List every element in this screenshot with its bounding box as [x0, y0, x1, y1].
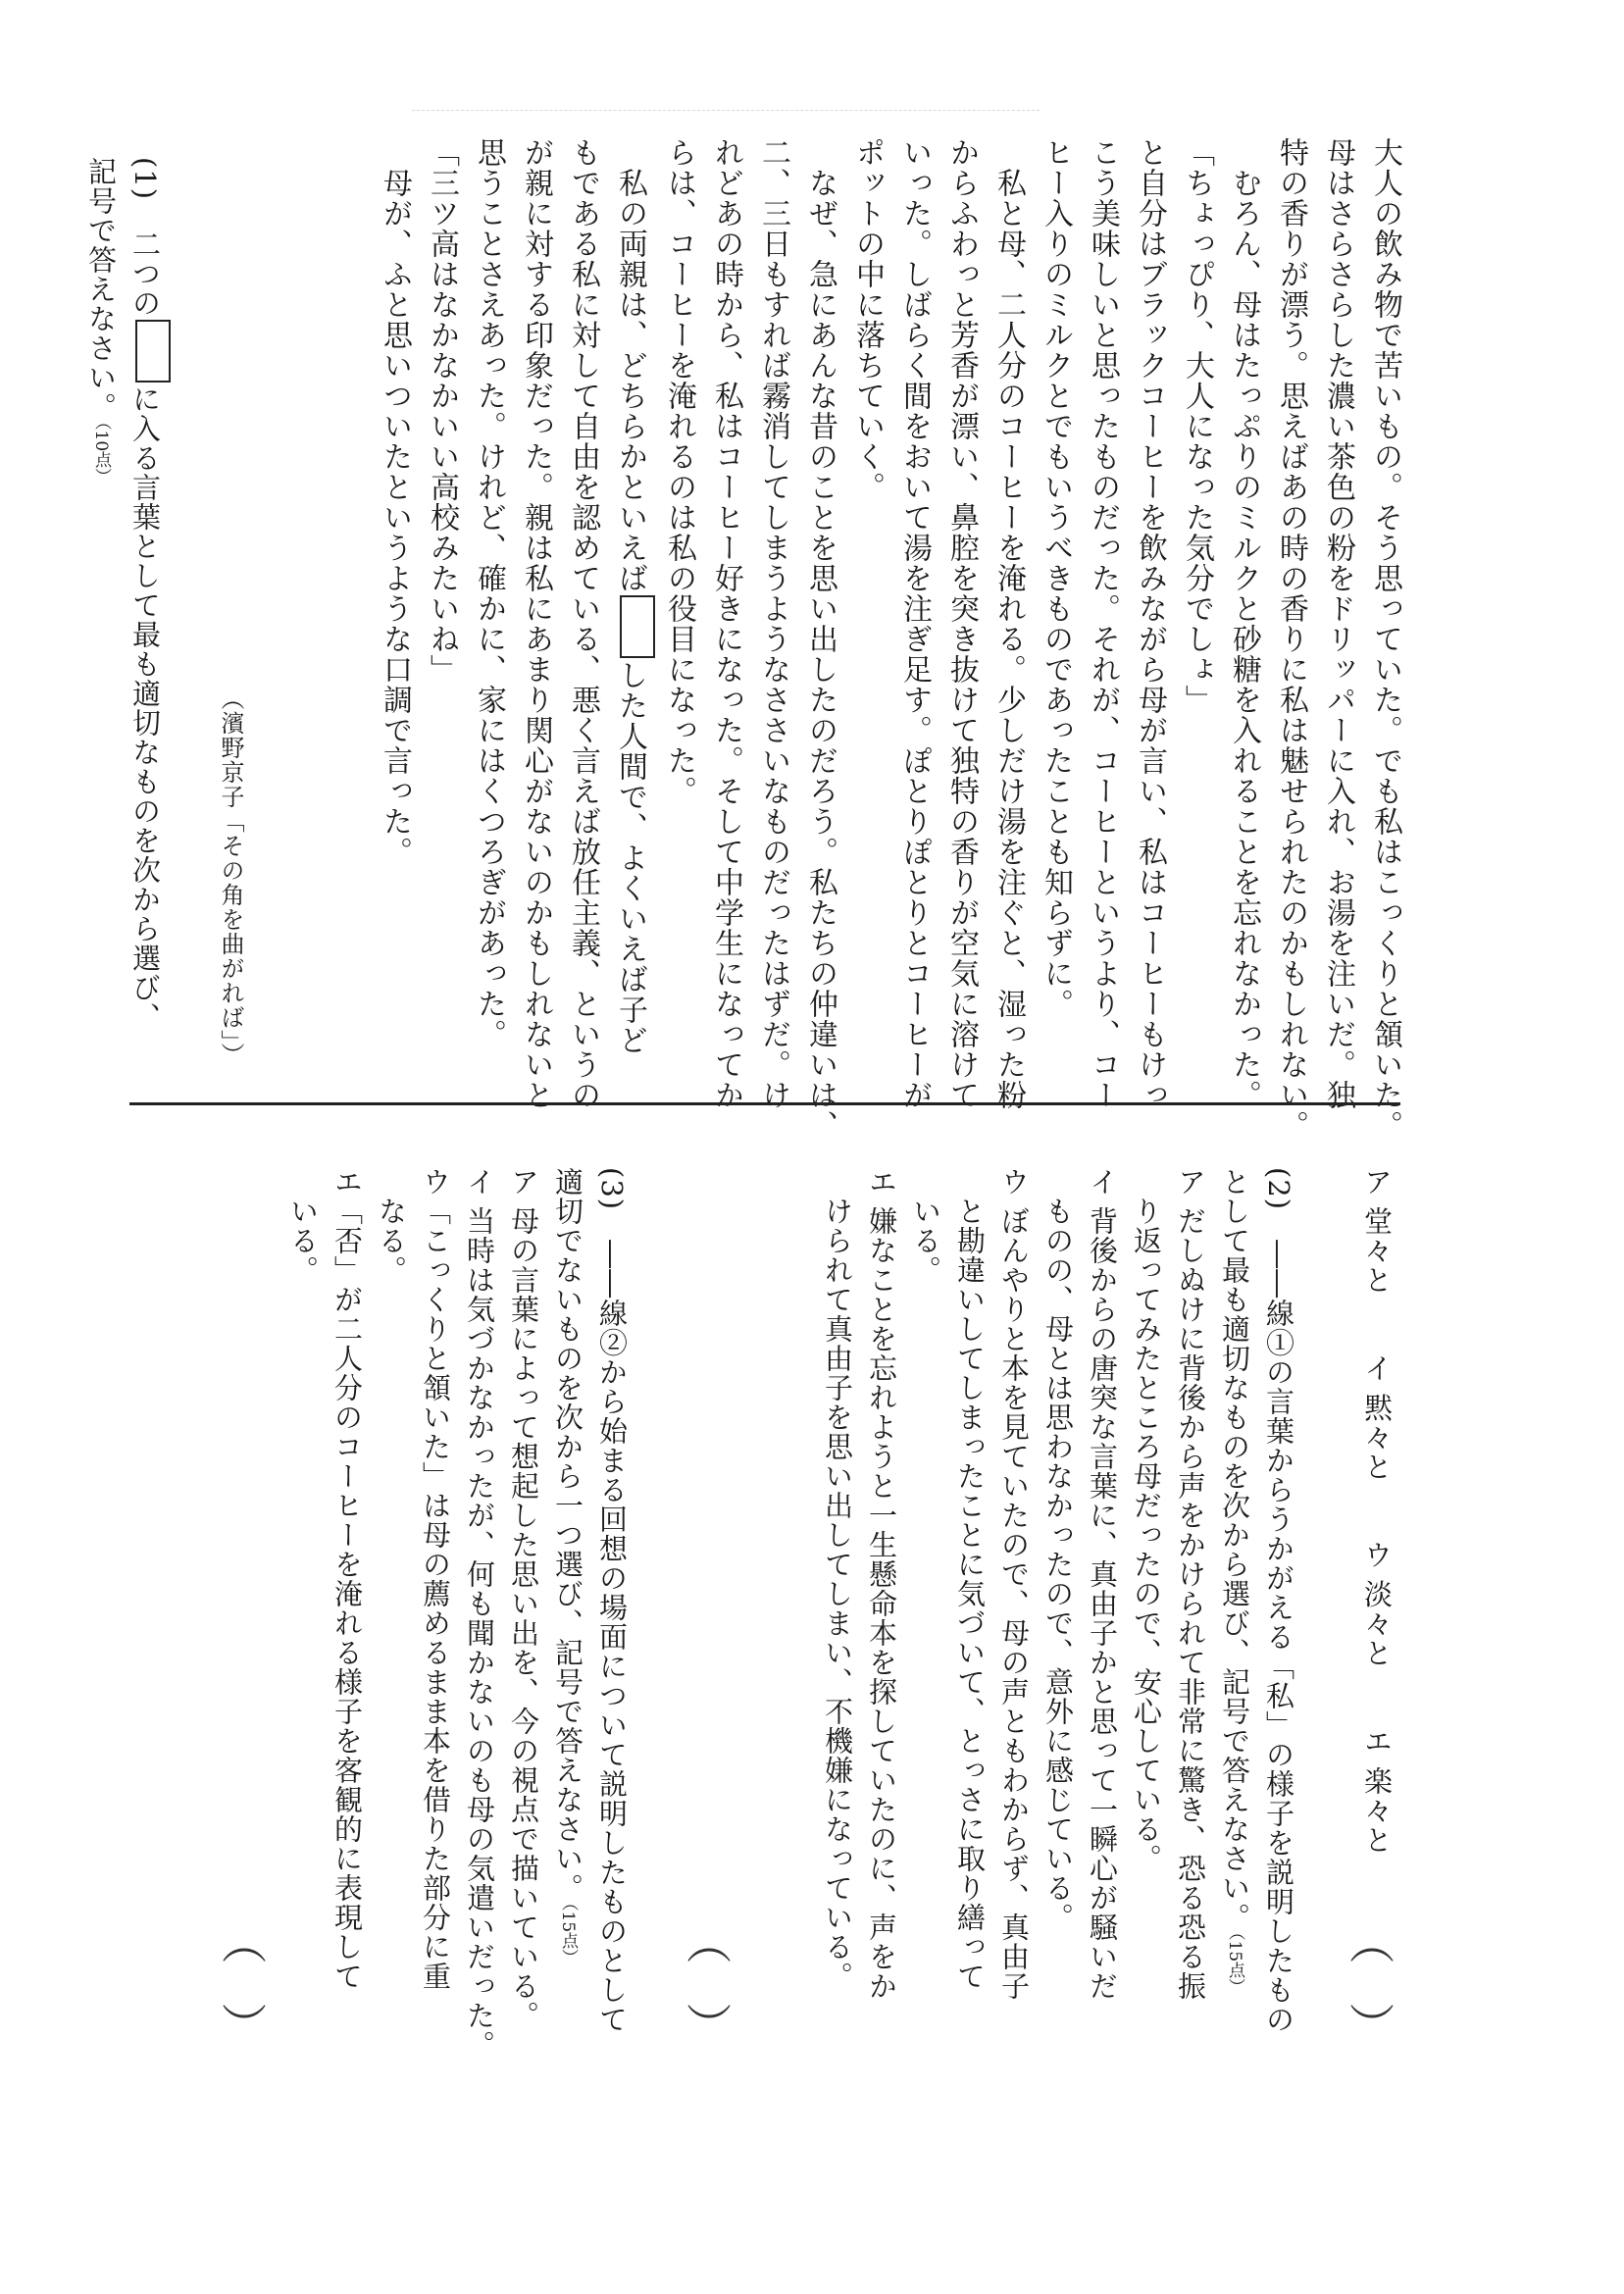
question-3-option[interactable]: エ「否」が二人分のコーヒーを淹れる様子を客観的に表現して	[330, 1167, 364, 1991]
question-1-points: （10点）	[91, 422, 111, 485]
passage-column: 「ちょっぴり、大人になった気分でしょ」	[1180, 137, 1214, 715]
question-3-option-cont: なる。	[375, 1167, 408, 1285]
question-2-option-cont: いる。	[909, 1167, 942, 1285]
question-3	[280, 1167, 634, 2128]
source-text: （濱野京子「その角を曲がれば」）	[217, 687, 244, 1067]
question-3-line-2	[545, 1167, 589, 2128]
question-1	[78, 157, 171, 1089]
question-2-line-2	[1212, 1167, 1256, 2128]
passage-column: もである私に対して自由を認めている、悪く言えば放任主義、というの	[566, 137, 600, 1110]
source-citation	[214, 687, 247, 1079]
question-2-number: (2)	[1262, 1167, 1295, 1211]
question-3-option[interactable]: イ 当時は気づかなかったが、何も聞かないのも母の気遣いだった。	[463, 1167, 496, 2061]
passage-column: いった。しばらく間をおいて湯を注ぎ足す。ぽとりぽとりとコーヒーが	[897, 137, 932, 1110]
question-1-number: (1)	[128, 157, 162, 201]
question-2-text: ――線①の言葉からうかがえる「私」の様子を説明したもの	[1262, 1240, 1295, 2035]
passage-column: らは、コーヒーを淹れるのは私の役目になった。	[662, 137, 696, 806]
question-2-points: （15点）	[1225, 1932, 1244, 1996]
question-2-option[interactable]: イ 背後からの唐突な言葉に、真由子かと思って一瞬心が騒いだ	[1086, 1167, 1119, 2002]
question-2-option-cont: り返ってみたところ母だったので、安心している。	[1130, 1167, 1163, 1873]
passage-column: こう美味しいと思ったものだった。それが、コーヒーというより、コー	[1086, 137, 1120, 1110]
question-3-option-cont: いる。	[286, 1167, 320, 1285]
passage-column: ヒー入りのミルクとでもいうべきものであったことも知らずに。	[1039, 137, 1073, 1019]
answer-paren-open[interactable]: ︵	[686, 1916, 732, 1969]
question-1-instruction: 記号で答えなさい。	[84, 157, 118, 422]
question-2-line	[1256, 1167, 1300, 2128]
question-3-option[interactable]: ア 母の言葉によって想起した思い出を、今の視点で描いている。	[507, 1167, 540, 2031]
question-1-blank-box	[135, 320, 171, 382]
question-1-text-before: 二つの	[128, 229, 162, 319]
passage-column: むろん、母はたっぷりのミルクと砂糖を入れることを忘れなかった。	[1227, 137, 1261, 1110]
question-1-choices	[1354, 1167, 1398, 1912]
passage-column: 二、三日もすれば霧消してしまうようなささいなものだったはずだ。け	[756, 137, 790, 1110]
passage-text	[371, 137, 1408, 1141]
question-2	[815, 1167, 1300, 2128]
question-3-number: (3)	[595, 1167, 629, 1211]
question-1-text-after: に入る言葉として最も適切なものを次から選び、	[128, 384, 162, 1033]
passage-column: 私と母、二人分のコーヒーを淹れる。少しだけ湯を注ぐと、湿った粉	[991, 137, 1026, 1110]
answer-paren-open[interactable]: ︵	[1349, 1916, 1395, 1969]
answer-paren-open[interactable]: ︵	[222, 1916, 267, 1969]
question-3-text: ――線②から始まる回想の場面について説明したものとして	[595, 1240, 629, 2035]
scan-artifact-line	[412, 110, 1040, 111]
passage-text-after-blank: した人間で、よくいえば子ど	[613, 660, 647, 1055]
passage-column: 「三ツ高はなかなかいい高校みたいね」	[425, 137, 459, 685]
question-2-instruction: として最も適切なものを次から選び、記号で答えなさい。	[1218, 1167, 1251, 1932]
passage-text-before-blank: 私の両親は、どちらかといえば	[613, 137, 647, 593]
passage-column: なぜ、急にあんな昔のことを思い出したのだろう。私たちの仲違いは、	[803, 137, 837, 1141]
question-3-points: （15点）	[558, 1903, 578, 1966]
passage-column: れどあの時から、私はコーヒー好きになった。そして中学生になってか	[709, 137, 743, 1110]
answer-blank-box	[620, 595, 655, 658]
passage-column: からふわっと芳香が漂い、鼻腔を突き抜けて独特の香りが空気に溶けて	[944, 137, 979, 1110]
section-divider	[129, 1102, 1400, 1105]
passage-column: ポットの中に落ちていく。	[850, 137, 885, 502]
passage-column: 特の香りが漂う。思えばあの時の香りに私は魅せられたのかもしれない。	[1274, 137, 1308, 1141]
question-2-option-cont: と勘違いしてしまったことに気づいて、とっさに取り繕って	[953, 1167, 987, 1991]
question-2-option[interactable]: ウ ぼんやりと本を見ていたので、母の声ともわからず、真由子	[997, 1167, 1031, 2002]
passage-column: が親に対する印象だった。親は私にあまり関心がないのかもしれないと	[519, 137, 553, 1110]
passage-column: 母はさらさらした濃い茶色の粉をドリッパーに入れ、お湯を注いだ。独	[1321, 137, 1355, 1110]
question-2-option[interactable]: エ 嫌なことを忘れようと一生懸命本を探していたのに、声をか	[865, 1167, 898, 2002]
question-1-line-2	[78, 157, 123, 1089]
question-1-line	[123, 157, 171, 1089]
question-3-line	[589, 1167, 634, 2128]
question-2-option[interactable]: ア だしぬけに背後から声をかけられて非常に驚き、恐る恐る振	[1174, 1167, 1207, 2002]
passage-column: 大人の飲み物で苦いもの。そう思っていた。でも私はこっくりと頷いた。	[1368, 137, 1402, 1141]
answer-paren-close[interactable]: ︶	[1349, 2000, 1395, 2053]
answer-paren-close[interactable]: ︶	[222, 2000, 267, 2053]
answer-paren-close[interactable]: ︶	[686, 2000, 732, 2053]
passage-column-with-blank	[606, 137, 655, 1079]
question-1-choice-row[interactable]: ア 堂々と イ 黙々と ウ 淡々と エ 楽々と	[1360, 1167, 1394, 1855]
passage-column: 思うことさえあった。けれど、確かに、家にはくつろぎがあった。	[472, 137, 506, 1049]
question-2-option-cont: ものの、母とは思わなかったので、意外に感じている。	[1041, 1167, 1075, 1932]
passage-column: 母が、ふと思いついたというような口調で言った。	[378, 137, 412, 867]
question-3-instruction: 適切でないものを次から一つ選び、記号で答えなさい。	[551, 1167, 584, 1903]
question-3-option[interactable]: ウ「こっくりと頷いた」は母の薦めるまま本を借りた部分に重	[419, 1167, 452, 1991]
question-2-option-cont: けられて真由子を思い出してしまい、不機嫌になっている。	[821, 1167, 854, 1991]
passage-column: と自分はブラックコーヒーを飲みながら母が言い、私はコーヒーもけっ	[1133, 137, 1167, 1110]
